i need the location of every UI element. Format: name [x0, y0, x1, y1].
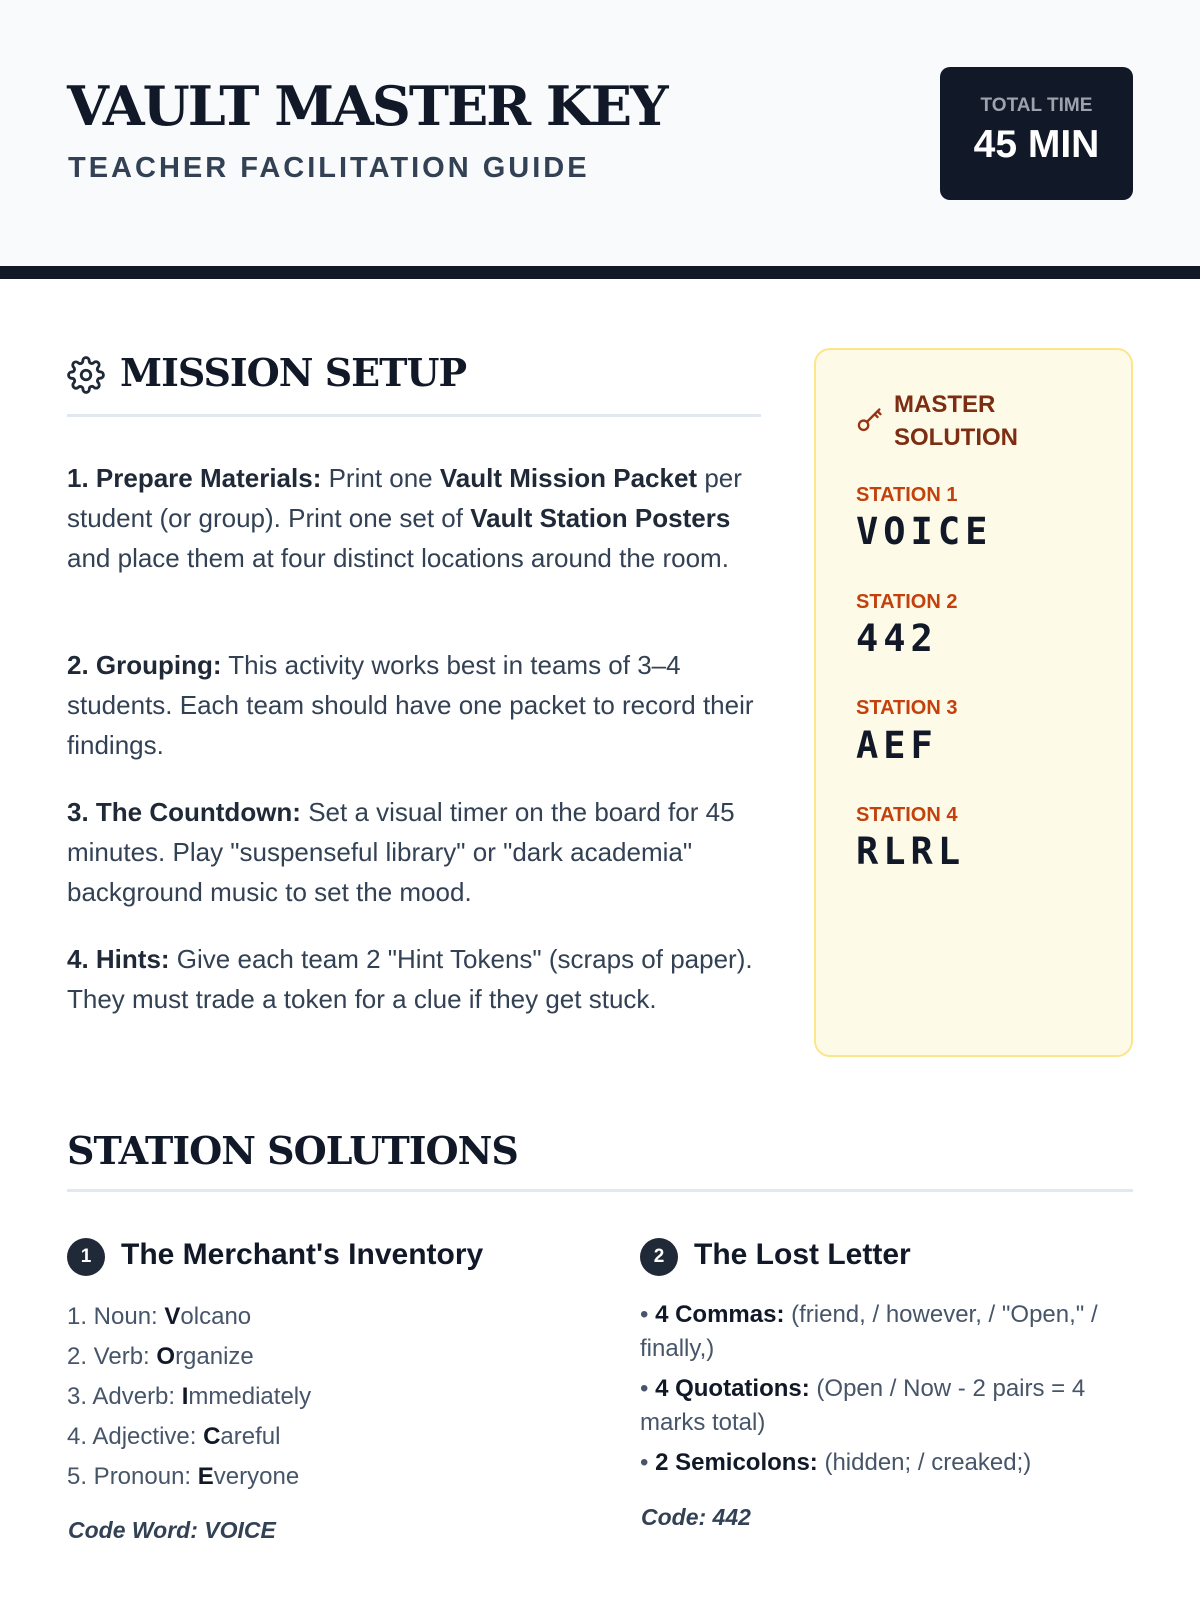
gear-icon	[67, 356, 105, 394]
station-code: VOICE	[856, 510, 993, 553]
total-time-label: TOTAL TIME	[980, 95, 1093, 116]
section-divider	[67, 1189, 1133, 1192]
list-item: 3. Adverb: Immediately	[67, 1383, 312, 1410]
station-number-badge: 1	[67, 1238, 105, 1276]
station-label: STATION 1	[856, 484, 958, 506]
page-title: VAULT MASTER KEY	[67, 74, 667, 138]
station-code: AEF	[856, 724, 938, 767]
station-label: STATION 2	[856, 591, 958, 613]
station-code: RLRL	[856, 830, 966, 873]
list-item: 4. Adjective: Careful	[67, 1423, 281, 1450]
station-code: 442	[856, 617, 938, 660]
list-item: • 4 Quotations: (Open / Now - 2 pairs = 4 marks total)	[640, 1375, 1086, 1436]
station-card-title: The Lost Letter	[694, 1238, 911, 1271]
station-solutions-heading: STATION SOLUTIONS	[67, 1128, 518, 1173]
page-subtitle: TEACHER FACILITATION GUIDE	[68, 152, 590, 184]
code-word: Code: 442	[641, 1504, 751, 1530]
master-solution-card	[814, 348, 1133, 1057]
station-number-badge: 2	[640, 1238, 678, 1276]
list-item: 2. Verb: Organize	[67, 1343, 254, 1370]
inventory-answer-list	[67, 1297, 311, 1497]
lost-letter-answer-list	[640, 1298, 1140, 1486]
header	[0, 0, 1200, 266]
master-solution-title: MASTER SOLUTION	[894, 391, 1018, 451]
setup-step-prepare: 1. Prepare Materials: Print one Vault Mission Packet per student (or group). Print one set of Vault Station Posters and place them at four distinct locations around the room.	[67, 463, 742, 573]
setup-step-grouping: 2. Grouping: This activity works best in teams of 3–4 students. Each team should have one packet to record their findings.	[67, 650, 754, 760]
station-label: STATION 3	[856, 697, 958, 719]
key-icon	[856, 406, 884, 434]
section-divider	[67, 414, 761, 417]
list-item: 5. Pronoun: Everyone	[67, 1463, 300, 1490]
setup-step-countdown: 3. The Countdown: Set a visual timer on the board for 45 minutes. Play "suspenseful library" or "dark academia" background music to set the mood.	[67, 797, 735, 907]
mission-setup-heading: MISSION SETUP	[120, 350, 467, 395]
header-divider	[0, 266, 1200, 279]
setup-step-hints: 4. Hints: Give each team 2 "Hint Tokens" (scraps of paper). They must trade a token for a clue if they get stuck.	[67, 944, 753, 1014]
code-word: Code Word: VOICE	[68, 1517, 276, 1543]
total-time-badge	[940, 67, 1133, 200]
list-item: • 4 Commas: (friend, / however, / "Open," / finally,)	[640, 1301, 1098, 1362]
station-card-title: The Merchant's Inventory	[121, 1238, 484, 1271]
list-item: • 2 Semicolons: (hidden; / creaked;)	[640, 1449, 1032, 1476]
total-time-value: 45 MIN	[973, 123, 1100, 166]
station-label: STATION 4	[856, 804, 958, 826]
list-item: 1. Noun: Volcano	[67, 1303, 252, 1330]
